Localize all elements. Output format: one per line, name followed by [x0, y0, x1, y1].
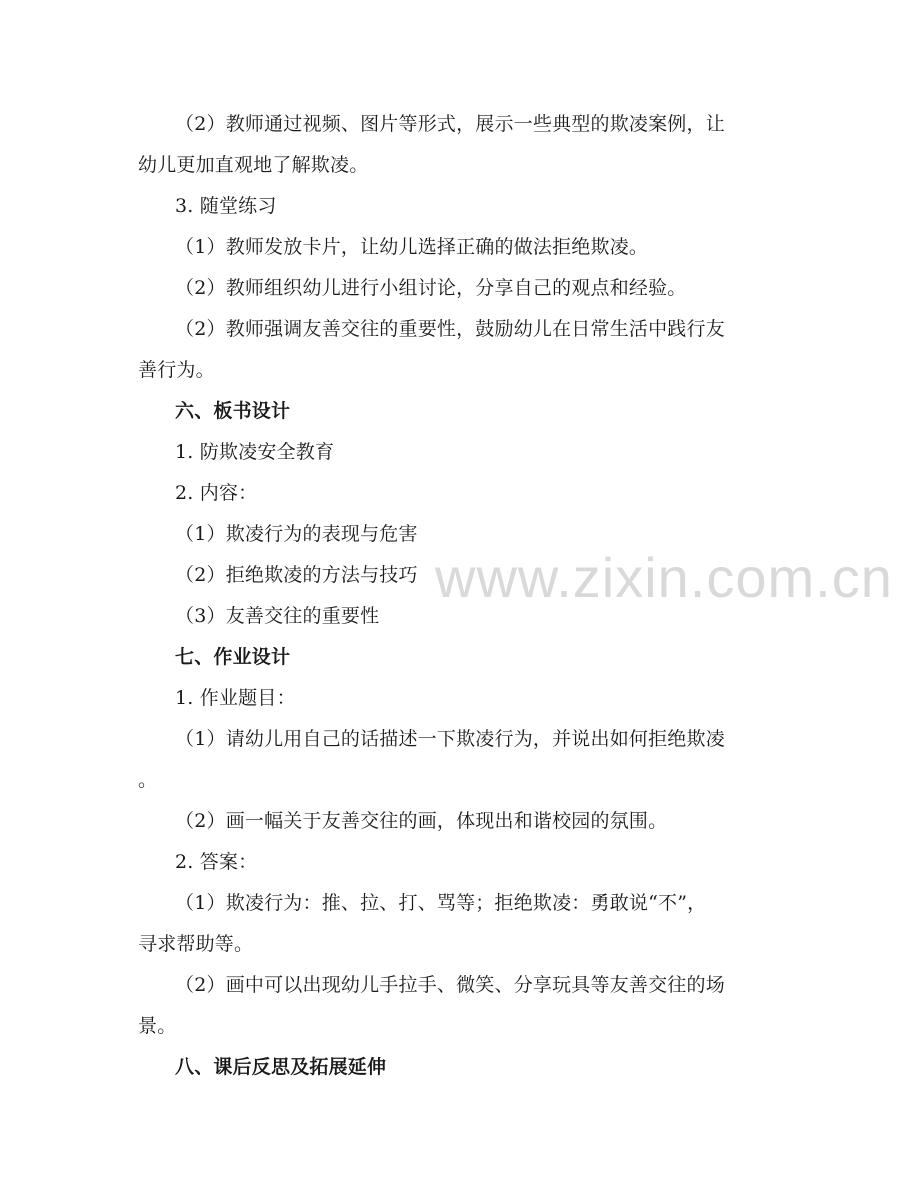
list-item: 2. 内容： [175, 482, 258, 504]
paragraph-line: （2）教师组织幼儿进行小组讨论，分享自己的观点和经验。 [175, 277, 687, 299]
paragraph-line: （2）画中可以出现幼儿手拉手、微笑、分享玩具等友善交往的场 [175, 974, 725, 996]
paragraph-line: （1）教师发放卡片，让幼儿选择正确的做法拒绝欺凌。 [175, 236, 649, 258]
watermark: www.zixin.com.cn [435, 546, 893, 609]
document-body [138, 104, 788, 1088]
paragraph-line: 。 [138, 769, 158, 791]
paragraph-line: 善行为。 [138, 359, 215, 381]
paragraph-line: （2）画一幅关于友善交往的画，体现出和谐校园的氛围。 [175, 810, 668, 832]
paragraph-line: 景。 [138, 1015, 177, 1037]
paragraph-line: （1）欺凌行为：推、拉、打、骂等；拒绝欺凌：勇敢说“不”， [175, 892, 707, 914]
list-item: 1. 作业题目： [175, 687, 296, 709]
section-heading: 八、课后反思及拓展延伸 [175, 1056, 387, 1078]
subsection-title: 3. 随堂练习 [175, 195, 277, 217]
section-heading: 七、作业设计 [175, 646, 291, 668]
paragraph-line: （2）教师通过视频、图片等形式，展示一些典型的欺凌案例，让 [175, 113, 725, 135]
paragraph-line: （1）请幼儿用自己的话描述一下欺凌行为，并说出如何拒绝欺凌 [175, 728, 725, 750]
paragraph-line: 寻求帮助等。 [138, 933, 254, 955]
list-item: （2）拒绝欺凌的方法与技巧 [175, 564, 418, 586]
paragraph-line: 幼儿更加直观地了解欺凌。 [138, 154, 369, 176]
list-item: 1. 防欺凌安全教育 [175, 441, 335, 463]
paragraph-line: （2）教师强调友善交往的重要性，鼓励幼儿在日常生活中践行友 [175, 318, 725, 340]
list-item: 2. 答案： [175, 851, 258, 873]
list-item: （3）友善交往的重要性 [175, 605, 380, 627]
section-heading: 六、板书设计 [175, 400, 291, 422]
list-item: （1）欺凌行为的表现与危害 [175, 523, 418, 545]
